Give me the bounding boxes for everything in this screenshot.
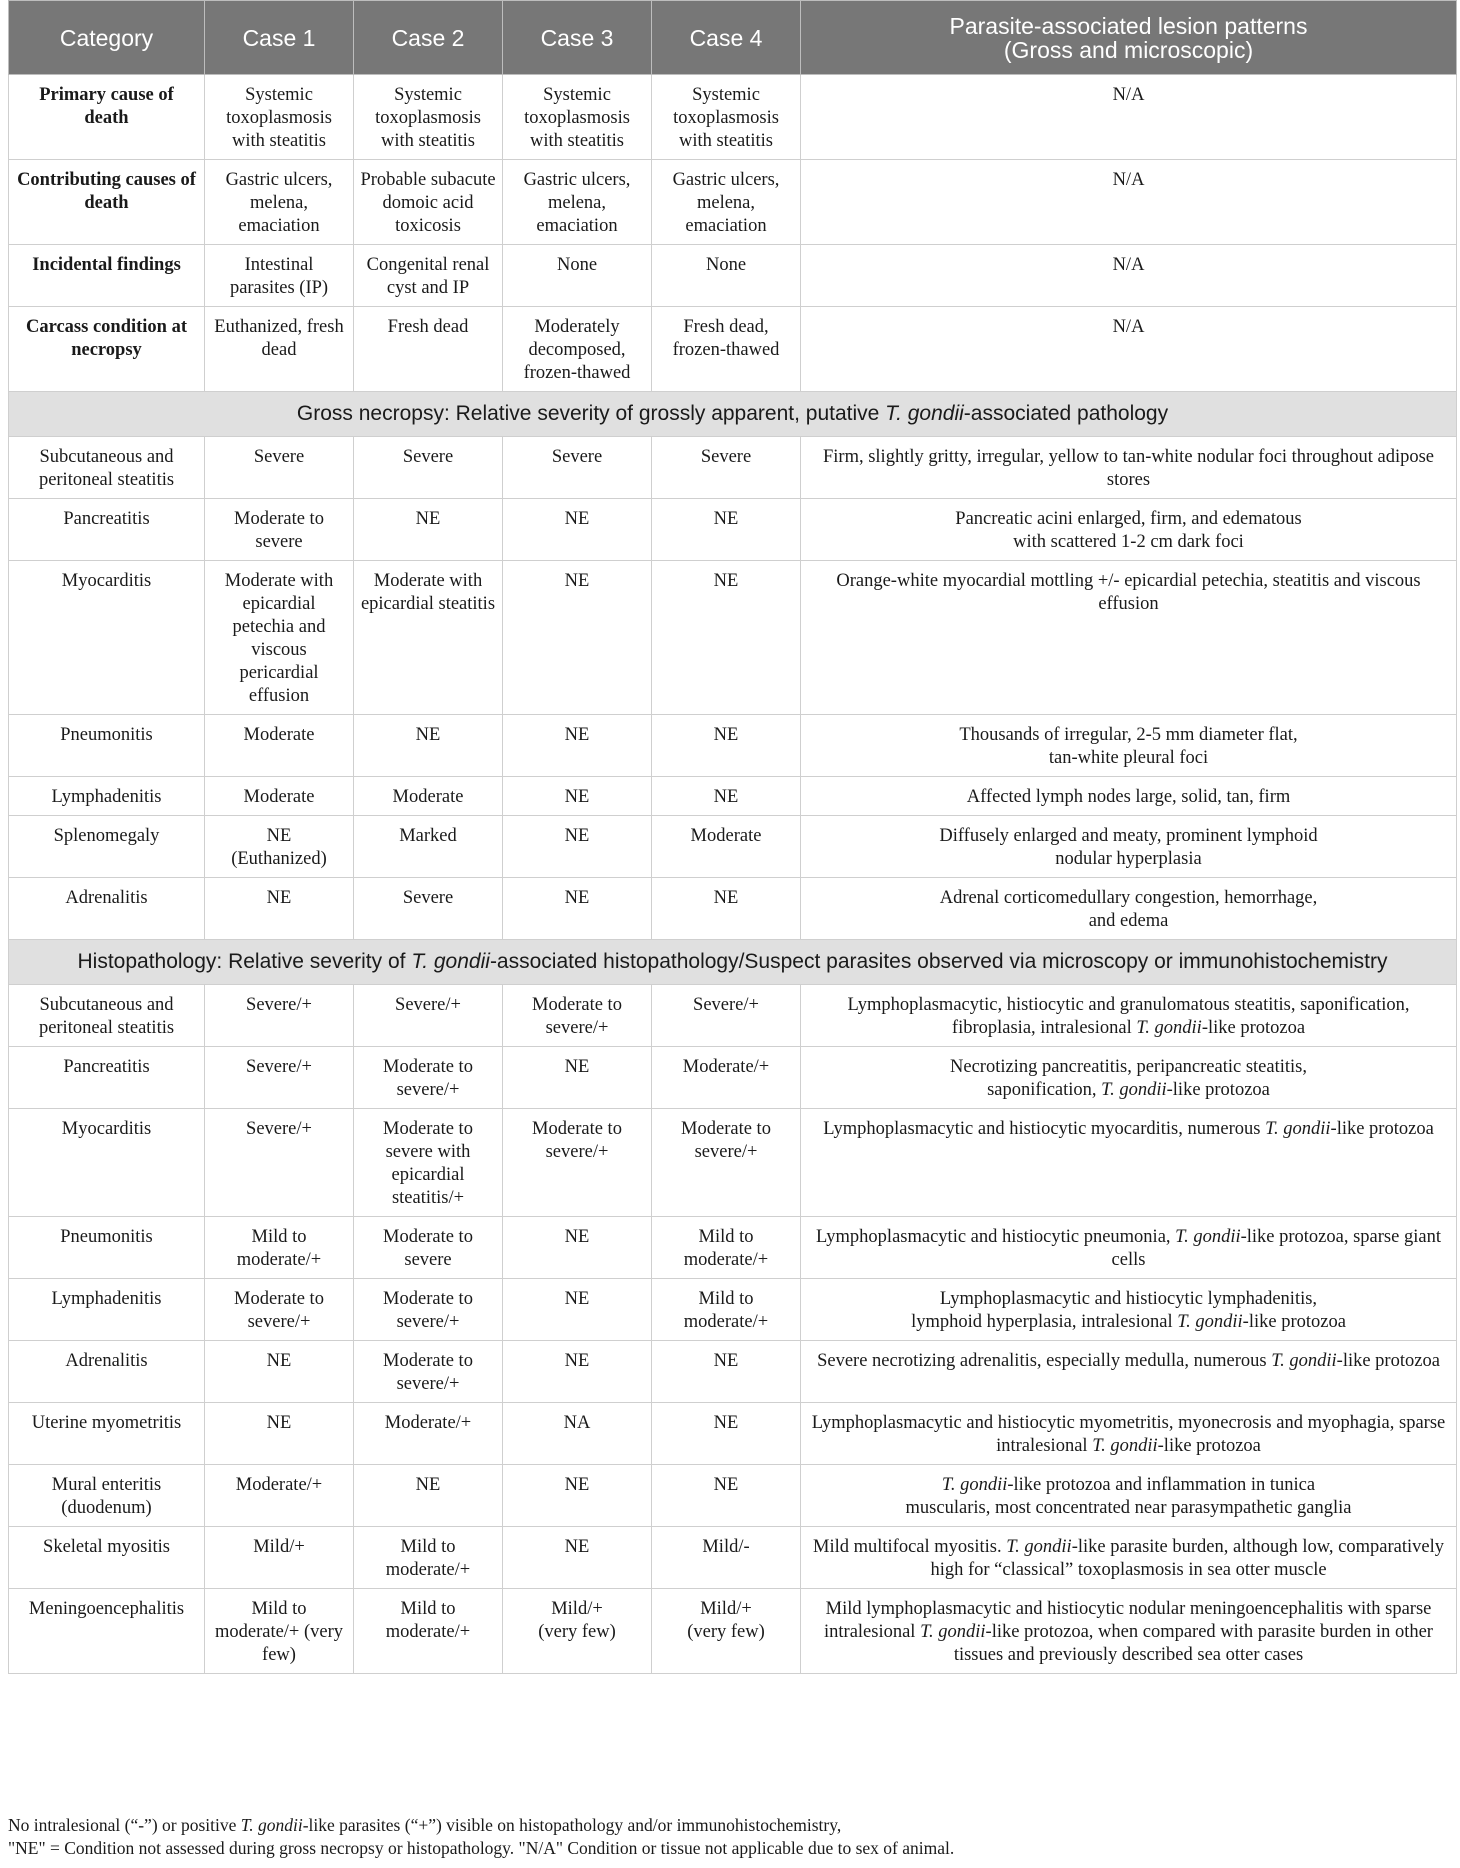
lesion-pattern-cell: Orange-white myocardial mottling +/- epicardial petechia, steatitis and viscous effusion — [801, 561, 1457, 715]
case-3-cell: None — [503, 245, 652, 307]
case-3-cell: NE — [503, 1047, 652, 1109]
case-3-cell: NE — [503, 816, 652, 878]
case-3-cell: Mild/+ (very few) — [503, 1589, 652, 1674]
case-1-cell: Moderate to severe — [205, 499, 354, 561]
case-2-cell: Moderate with epicardial steatitis — [354, 561, 503, 715]
case-4-cell: Gastric ulcers, melena, emaciation — [652, 160, 801, 245]
category-cell: Adrenalitis — [9, 1341, 205, 1403]
category-cell: Myocarditis — [9, 561, 205, 715]
lesion-table — [8, 0, 1457, 1674]
category-cell: Carcass condition at necropsy — [9, 307, 205, 392]
table-row — [9, 307, 1457, 392]
case-4-cell: NE — [652, 1341, 801, 1403]
case-4-cell: Moderate/+ — [652, 1047, 801, 1109]
case-3-cell: Severe — [503, 437, 652, 499]
lesion-pattern-cell: N/A — [801, 307, 1457, 392]
lesion-pattern-cell: Mild lymphoplasmacytic and histiocytic nodular meningoencephalitis with sparse intralesional T. gondii-like protozoa, when compared with parasite burden in other tissues and previously described sea otter cases — [801, 1589, 1457, 1674]
case-1-cell: NE (Euthanized) — [205, 816, 354, 878]
category-cell: Incidental findings — [9, 245, 205, 307]
case-2-cell: Congenital renal cyst and IP — [354, 245, 503, 307]
case-2-cell: Moderate to severe/+ — [354, 1341, 503, 1403]
header-case-1: Case 1 — [205, 1, 354, 75]
case-3-cell: NE — [503, 1465, 652, 1527]
header-case-3: Case 3 — [503, 1, 652, 75]
lesion-pattern-cell: Thousands of irregular, 2-5 mm diameter flat, tan-white pleural foci — [801, 715, 1457, 777]
table-row — [9, 561, 1457, 715]
case-2-cell: Marked — [354, 816, 503, 878]
category-cell: Pneumonitis — [9, 715, 205, 777]
case-4-cell: NE — [652, 777, 801, 816]
lesion-pattern-cell: Diffusely enlarged and meaty, prominent lymphoid nodular hyperplasia — [801, 816, 1457, 878]
case-2-cell: NE — [354, 1465, 503, 1527]
table-row — [9, 1589, 1457, 1674]
case-1-cell: Moderate/+ — [205, 1465, 354, 1527]
lesion-pattern-cell: Lymphoplasmacytic and histiocytic myocarditis, numerous T. gondii-like protozoa — [801, 1109, 1457, 1217]
case-2-cell: Severe — [354, 878, 503, 940]
lesion-pattern-cell: Pancreatic acini enlarged, firm, and edematous with scattered 1-2 cm dark foci — [801, 499, 1457, 561]
table-row — [9, 1527, 1457, 1589]
case-3-cell: Systemic toxoplasmosis with steatitis — [503, 75, 652, 160]
case-1-cell: NE — [205, 1341, 354, 1403]
case-2-cell: Severe/+ — [354, 985, 503, 1047]
category-cell: Splenomegaly — [9, 816, 205, 878]
table-row — [9, 878, 1457, 940]
case-3-cell: Moderate to severe/+ — [503, 985, 652, 1047]
case-2-cell: Moderate to severe with epicardial steatitis/+ — [354, 1109, 503, 1217]
case-1-cell: Mild to moderate/+ (very few) — [205, 1589, 354, 1674]
category-cell: Subcutaneous and peritoneal steatitis — [9, 985, 205, 1047]
table-row — [9, 437, 1457, 499]
case-2-cell: NE — [354, 499, 503, 561]
category-cell: Pancreatitis — [9, 499, 205, 561]
case-4-cell: Moderate — [652, 816, 801, 878]
table-row — [9, 777, 1457, 816]
case-1-cell: Severe/+ — [205, 1109, 354, 1217]
case-2-cell: Mild to moderate/+ — [354, 1527, 503, 1589]
case-4-cell: Mild to moderate/+ — [652, 1279, 801, 1341]
case-3-cell: NE — [503, 499, 652, 561]
header-lesion-patterns: Parasite-associated lesion patterns (Gross and microscopic) — [801, 1, 1457, 75]
lesion-pattern-cell: Adrenal corticomedullary congestion, hemorrhage, and edema — [801, 878, 1457, 940]
category-cell: Pneumonitis — [9, 1217, 205, 1279]
table-header-row — [9, 1, 1457, 75]
case-1-cell: Severe/+ — [205, 985, 354, 1047]
category-cell: Uterine myometritis — [9, 1403, 205, 1465]
case-4-cell: Systemic toxoplasmosis with steatitis — [652, 75, 801, 160]
table-row — [9, 1047, 1457, 1109]
case-2-cell: Moderate to severe/+ — [354, 1047, 503, 1109]
lesion-pattern-cell: T. gondii-like protozoa and inflammation in tunica muscularis, most concentrated near parasympathetic ganglia — [801, 1465, 1457, 1527]
case-3-cell: Gastric ulcers, melena, emaciation — [503, 160, 652, 245]
case-1-cell: Intestinal parasites (IP) — [205, 245, 354, 307]
case-1-cell: Severe/+ — [205, 1047, 354, 1109]
table-footnotes — [8, 1814, 1456, 1860]
lesion-pattern-cell: N/A — [801, 75, 1457, 160]
case-4-cell: None — [652, 245, 801, 307]
case-2-cell: Moderate/+ — [354, 1403, 503, 1465]
case-3-cell: Moderately decomposed, frozen-thawed — [503, 307, 652, 392]
case-3-cell: NE — [503, 1279, 652, 1341]
lesion-pattern-cell: Lymphoplasmacytic and histiocytic lymphadenitis, lymphoid hyperplasia, intralesional T. gondii-like protozoa — [801, 1279, 1457, 1341]
category-cell: Pancreatitis — [9, 1047, 205, 1109]
table-row — [9, 160, 1457, 245]
lesion-pattern-cell: Lymphoplasmacytic and histiocytic pneumonia, T. gondii-like protozoa, sparse giant cells — [801, 1217, 1457, 1279]
case-4-cell: NE — [652, 1465, 801, 1527]
case-4-cell: NE — [652, 561, 801, 715]
case-2-cell: Fresh dead — [354, 307, 503, 392]
table-row — [9, 75, 1457, 160]
case-4-cell: Severe — [652, 437, 801, 499]
table-row — [9, 985, 1457, 1047]
case-3-cell: NE — [503, 777, 652, 816]
case-4-cell: Mild/+ (very few) — [652, 1589, 801, 1674]
category-cell: Adrenalitis — [9, 878, 205, 940]
case-4-cell: NE — [652, 715, 801, 777]
lesion-pattern-cell: N/A — [801, 160, 1457, 245]
case-1-cell: NE — [205, 1403, 354, 1465]
case-1-cell: Systemic toxoplasmosis with steatitis — [205, 75, 354, 160]
category-cell: Lymphadenitis — [9, 1279, 205, 1341]
lesion-pattern-cell: Lymphoplasmacytic and histiocytic myometritis, myonecrosis and myophagia, sparse intralesional T. gondii-like protozoa — [801, 1403, 1457, 1465]
case-1-cell: Mild/+ — [205, 1527, 354, 1589]
case-3-cell: NE — [503, 878, 652, 940]
case-2-cell: Severe — [354, 437, 503, 499]
case-1-cell: Severe — [205, 437, 354, 499]
category-cell: Mural enteritis (duodenum) — [9, 1465, 205, 1527]
lesion-pattern-cell: Necrotizing pancreatitis, peripancreatic steatitis, saponification, T. gondii-like protozoa — [801, 1047, 1457, 1109]
section-title: Histopathology: Relative severity of T. gondii-associated histopathology/Suspect parasites observed via microscopy or immunohistochemistry — [9, 940, 1457, 985]
table-row — [9, 499, 1457, 561]
header-case-4: Case 4 — [652, 1, 801, 75]
table-row — [9, 245, 1457, 307]
case-4-cell: Moderate to severe/+ — [652, 1109, 801, 1217]
case-2-cell: Moderate to severe/+ — [354, 1279, 503, 1341]
case-4-cell: Severe/+ — [652, 985, 801, 1047]
footnote-1: No intralesional (“-”) or positive T. gondii-like parasites (“+”) visible on histopathology and/or immunohistochemistry, — [8, 1815, 842, 1835]
table-row — [9, 1279, 1457, 1341]
footnote-2: "NE" = Condition not assessed during gross necropsy or histopathology. "N/A" Condition or tissue not applicable due to sex of animal. — [8, 1838, 955, 1858]
category-cell: Contributing causes of death — [9, 160, 205, 245]
lesion-pattern-cell: Lymphoplasmacytic, histiocytic and granulomatous steatitis, saponification, fibroplasia, intralesional T. gondii-like protozoa — [801, 985, 1457, 1047]
case-4-cell: NE — [652, 878, 801, 940]
case-1-cell: Moderate — [205, 777, 354, 816]
case-2-cell: Probable subacute domoic acid toxicosis — [354, 160, 503, 245]
case-1-cell: NE — [205, 878, 354, 940]
table-row — [9, 1109, 1457, 1217]
case-3-cell: NE — [503, 561, 652, 715]
case-4-cell: Mild/- — [652, 1527, 801, 1589]
lesion-pattern-cell: Affected lymph nodes large, solid, tan, firm — [801, 777, 1457, 816]
case-1-cell: Moderate — [205, 715, 354, 777]
table-row — [9, 1341, 1457, 1403]
lesion-pattern-cell: Severe necrotizing adrenalitis, especially medulla, numerous T. gondii-like protozoa — [801, 1341, 1457, 1403]
category-cell: Meningoencephalitis — [9, 1589, 205, 1674]
case-3-cell: NE — [503, 715, 652, 777]
case-3-cell: NE — [503, 1527, 652, 1589]
case-1-cell: Mild to moderate/+ — [205, 1217, 354, 1279]
case-4-cell: Mild to moderate/+ — [652, 1217, 801, 1279]
case-2-cell: Moderate — [354, 777, 503, 816]
case-3-cell: NE — [503, 1341, 652, 1403]
case-4-cell: Fresh dead, frozen-thawed — [652, 307, 801, 392]
lesion-pattern-cell: Firm, slightly gritty, irregular, yellow to tan-white nodular foci throughout adipose stores — [801, 437, 1457, 499]
table-row — [9, 1403, 1457, 1465]
lesion-pattern-cell: Mild multifocal myositis. T. gondii-like parasite burden, although low, comparatively high for “classical” toxoplasmosis in sea otter muscle — [801, 1527, 1457, 1589]
lesion-pattern-cell: N/A — [801, 245, 1457, 307]
table-row — [9, 816, 1457, 878]
case-4-cell: NE — [652, 499, 801, 561]
header-category: Category — [9, 1, 205, 75]
data-table-container — [8, 0, 1456, 1674]
case-2-cell: NE — [354, 715, 503, 777]
case-4-cell: NE — [652, 1403, 801, 1465]
section-header-row — [9, 392, 1457, 437]
section-header-row — [9, 940, 1457, 985]
header-case-2: Case 2 — [354, 1, 503, 75]
case-2-cell: Moderate to severe — [354, 1217, 503, 1279]
category-cell: Subcutaneous and peritoneal steatitis — [9, 437, 205, 499]
case-3-cell: NE — [503, 1217, 652, 1279]
case-1-cell: Euthanized, fresh dead — [205, 307, 354, 392]
table-row — [9, 1465, 1457, 1527]
section-title: Gross necropsy: Relative severity of grossly apparent, putative T. gondii-associated pathology — [9, 392, 1457, 437]
case-1-cell: Moderate with epicardial petechia and viscous pericardial effusion — [205, 561, 354, 715]
case-3-cell: Moderate to severe/+ — [503, 1109, 652, 1217]
table-body — [9, 75, 1457, 1674]
category-cell: Primary cause of death — [9, 75, 205, 160]
case-3-cell: NA — [503, 1403, 652, 1465]
category-cell: Lymphadenitis — [9, 777, 205, 816]
table-row — [9, 715, 1457, 777]
case-1-cell: Gastric ulcers, melena, emaciation — [205, 160, 354, 245]
table-row — [9, 1217, 1457, 1279]
category-cell: Skeletal myositis — [9, 1527, 205, 1589]
category-cell: Myocarditis — [9, 1109, 205, 1217]
case-2-cell: Systemic toxoplasmosis with steatitis — [354, 75, 503, 160]
case-2-cell: Mild to moderate/+ — [354, 1589, 503, 1674]
case-1-cell: Moderate to severe/+ — [205, 1279, 354, 1341]
